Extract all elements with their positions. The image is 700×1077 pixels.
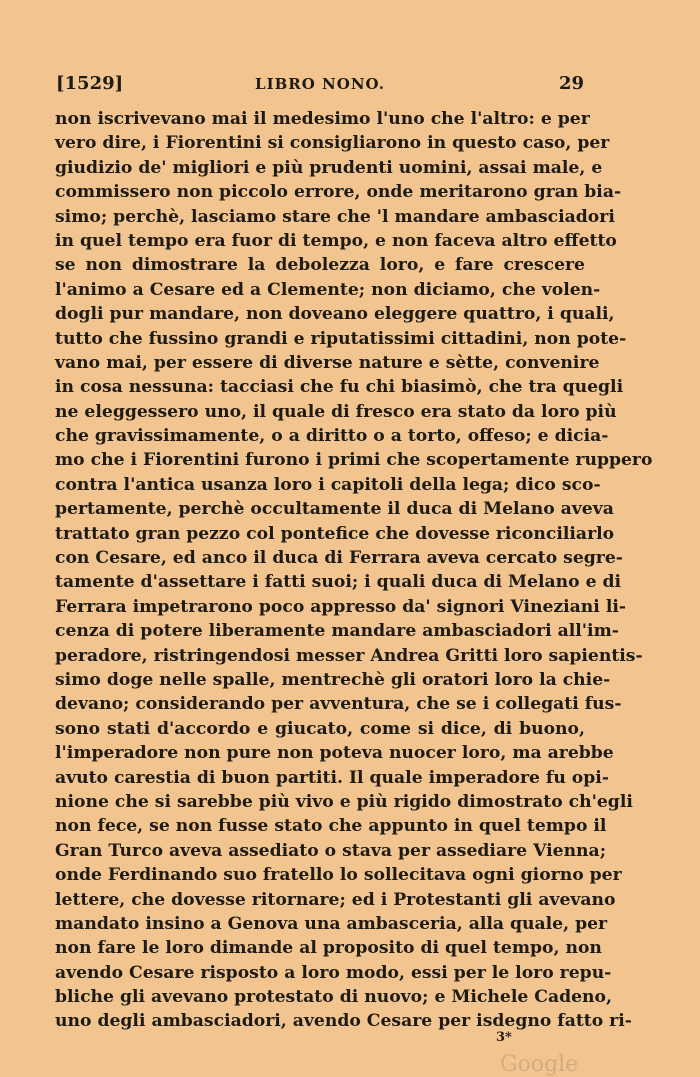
- year-marker: [1529]: [56, 73, 124, 94]
- text-line: simo doge nelle spalle, mentrechè gli oratori loro la chie-: [55, 669, 611, 690]
- text-line: peradore, ristringendosi messer Andrea Gritti loro sapientis-: [55, 645, 643, 666]
- watermark-logo: Google: [500, 1052, 579, 1077]
- text-line: lettere, che dovesse ritornare; ed i Protestanti gli avevano: [55, 889, 616, 910]
- text-line: contra l'antica usanza loro i capitoli della lega; dico sco-: [55, 474, 601, 495]
- text-line: non fare le loro dimande al proposito di quel tempo, non: [55, 938, 602, 959]
- text-line: sono stati d'accordo e giucato, come si dice, di buono,: [55, 718, 585, 739]
- text-line: commissero non piccolo errore, onde meritarono gran bia-: [55, 182, 622, 203]
- text-line: Gran Turco aveva assediato o stava per assediare Vienna;: [55, 840, 607, 861]
- text-line: che gravissimamente, o a diritto o a torto, offeso; e dicia-: [55, 426, 609, 447]
- signature-mark: 3*: [496, 1030, 512, 1045]
- text-line: avuto carestia di buon partiti. Il quale imperadore fu opi-: [55, 767, 609, 788]
- text-line: nione che si sarebbe più vivo e più rigido dimostrato ch'egli: [55, 791, 633, 812]
- text-line: cenza di potere liberamente mandare ambasciadori all'im-: [55, 621, 619, 642]
- page-number: 29: [558, 73, 584, 94]
- text-line: uno degli ambasciadori, avendo Cesare per isdegno fatto ri-: [55, 1011, 632, 1032]
- text-line: vero dire, i Fiorentini si consigliarono in questo caso, per: [55, 133, 610, 154]
- text-line: bliche gli avevano protestato di nuovo; e Michele Cadeno,: [55, 987, 612, 1008]
- text-line: l'imperadore non pure non poteva nuocer loro, ma arebbe: [55, 743, 614, 764]
- text-line: in cosa nessuna: tacciasi che fu chi biasimò, che tra quegli: [55, 377, 624, 398]
- text-line: non fece, se non fusse stato che appunto in quel tempo il: [55, 816, 607, 837]
- page-header: [56, 72, 584, 96]
- text-line: onde Ferdinando suo fratello lo sollecitava ogni giorno per: [55, 865, 622, 886]
- text-line: trattato gran pezzo col pontefice che dovesse riconciliarlo: [55, 523, 615, 544]
- text-line: pertamente, perchè occultamente il duca di Melano aveva: [55, 499, 614, 520]
- text-line: mo che i Fiorentini furono i primi che scopertamente ruppero: [55, 450, 653, 471]
- text-line: avendo Cesare risposto a loro modo, essi per le loro repu-: [55, 962, 612, 983]
- text-line: l'animo a Cesare ed a Clemente; non diciamo, che volen-: [55, 279, 601, 300]
- text-line: tamente d'assettare i fatti suoi; i quali duca di Melano e di: [55, 572, 622, 593]
- text-line: dogli pur mandare, non doveano eleggere quattro, i quali,: [55, 304, 615, 325]
- text-line: devano; considerando per avventura, che se i collegati fus-: [55, 694, 622, 715]
- body-text: [55, 107, 653, 1034]
- text-line: mandato insino a Genova una ambasceria, alla quale, per: [55, 913, 608, 934]
- text-line: in quel tempo era fuor di tempo, e non faceva altro effetto: [55, 230, 617, 251]
- text-line: con Cesare, ed anco il duca di Ferrara aveva cercato segre-: [55, 548, 623, 569]
- text-line: vano mai, per essere di diverse nature e sètte, convenire: [55, 352, 600, 373]
- text-line: Ferrara impetrarono poco appresso da' signori Vineziani li-: [55, 596, 627, 617]
- text-line: giudizio de' migliori e più prudenti uomini, assai male, e: [55, 157, 603, 178]
- text-line: simo; perchè, lasciamo stare che 'l mandare ambasciadori: [55, 206, 615, 227]
- text-line: ne eleggessero uno, il quale di fresco era stato da loro più: [55, 401, 617, 422]
- text-line: non iscrivevano mai il medesimo l'uno che l'altro: e per: [55, 109, 590, 129]
- text-line: tutto che fussino grandi e riputatissimi cittadini, non pote-: [55, 328, 627, 349]
- text-line: se non dimostrare la debolezza loro, e fare crescere: [55, 255, 585, 276]
- chapter-title: LIBRO NONO.: [255, 75, 385, 93]
